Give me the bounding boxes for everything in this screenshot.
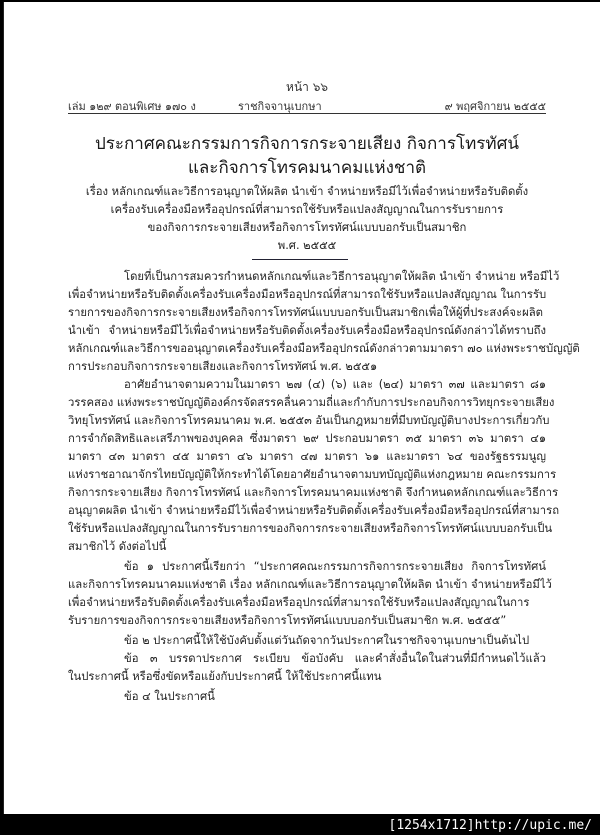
body-line: แห่งราชอาณาจักรไทยบัญญัติให้กระทำได้โดยอาศัยอำนาจตามบทบัญญัติแห่งกฎหมาย คณะกรรมการ: [68, 468, 557, 481]
body-line: อนุญาตผลิต นำเข้า จำหน่ายหรือมีไว้เพื่อจำหน่ายหรือรับติดตั้งเครื่องรับเครื่องมือหรืออุปกรณ์ที่สามารถ: [68, 504, 560, 517]
title-divider: [252, 259, 348, 260]
title-line-2: และกิจการโทรคมนาคมแห่งชาติ: [187, 158, 427, 178]
clause-4: ข้อ ๔ ในประกาศนี้: [124, 690, 215, 703]
body-line: ใช้รับหรือแปลงสัญญาณในการรับรายการของกิจการกระจายเสียงหรือกิจการโทรทัศน์แบบบอกรับเป็น: [68, 522, 553, 535]
volume-issue: เล่ม ๑๒๙ ตอนพิเศษ ๑๗๐ ง: [68, 100, 196, 113]
body-line: หลักเกณฑ์และวิธีการขออนุญาตเครื่องรับเครื่องมือหรืออุปกรณ์ดังกล่าวตามมาตรา ๗๐ แห่งพระราชบัญญัติ: [68, 342, 580, 355]
body-line: อาศัยอำนาจตามความในมาตรา ๒๗ (๔) (๖) และ (๒๔) มาตรา ๓๗ และมาตรา ๘๑: [124, 378, 546, 391]
body-line: การจำกัดสิทธิและเสรีภาพของบุคคล ซึ่งมาตรา ๒๙ ประกอบมาตรา ๓๕ มาตรา ๓๖ มาตรา ๔๑: [68, 432, 546, 445]
body-line: กิจการกระจายเสียง กิจการโทรทัศน์ และกิจการโทรคมนาคมแห่งชาติ จึงกำหนดหลักเกณฑ์และวิธีการ: [68, 486, 559, 499]
subject-line-1: เรื่อง หลักเกณฑ์และวิธีการอนุญาตให้ผลิต นำเข้า จำหน่ายหรือมีไว้เพื่อจำหน่ายหรือรับติดตั้ง: [85, 185, 529, 198]
body-line: เพื่อจำหน่ายหรือรับติดตั้งเครื่องรับเครื่องมือหรืออุปกรณ์ที่สามารถใช้รับหรือแปลงสัญญาณในการ: [68, 596, 530, 609]
document-page: [3, 2, 600, 814]
subject-line-2: เครื่องรับเครื่องมือหรืออุปกรณ์ที่สามารถใช้รับหรือแปลงสัญญาณในการรับรายการ: [110, 203, 504, 216]
body-line: วิทยุโทรทัศน์ และกิจการโทรคมนาคม พ.ศ. ๒๕๕๓ อันเป็นกฎหมายที่มีบทบัญญัติบางประการเกี่ยวกับ: [68, 414, 550, 427]
body-line: ในประกาศนี้ หรือซึ่งขัดหรือแย้งกับประกาศนี้ ให้ใช้ประกาศนี้แทน: [68, 670, 382, 683]
clause-3: ข้อ ๓ บรรดาประกาศ ระเบียบ ข้อบังคับ และคำสั่งอื่นใดในส่วนที่มีกำหนดไว้แล้ว: [124, 652, 546, 665]
subject-line-3: ของกิจการกระจายเสียงหรือกิจการโทรทัศน์แบบบอกรับเป็นสมาชิก: [147, 221, 467, 234]
page-number: หน้า ๖๖: [286, 80, 328, 94]
title-line-1: ประกาศคณะกรรมการกิจการกระจายเสียง กิจการโทรทัศน์: [94, 134, 520, 154]
body-line: เพื่อจำหน่ายหรือรับติดตั้งเครื่องรับเครื่องมือหรืออุปกรณ์ที่สามารถใช้รับหรือแปลงสัญญาณ ในการรับ: [68, 288, 547, 301]
body-line: มาตรา ๔๓ มาตรา ๔๕ มาตรา ๔๖ มาตรา ๔๗ มาตรา ๖๑ และมาตรา ๖๔ ของรัฐธรรมนูญ: [68, 450, 546, 463]
body-line: การประกอบกิจการกระจายเสียงและกิจการโทรทัศน์ พ.ศ. ๒๕๕๑: [68, 360, 378, 373]
body-line: นำเข้า จำหน่ายหรือมีไว้เพื่อจำหน่ายหรือรับติดตั้งเครื่องรับเครื่องมือหรืออุปกรณ์ดังกล่าวได้ทราบถึง: [68, 324, 546, 337]
body-line: สมาชิกไว้ ดังต่อไปนี้: [68, 540, 167, 553]
body-line: รับรายการของกิจการกระจายเสียงหรือกิจการโทรทัศน์แบบบอกรับเป็นสมาชิก พ.ศ. ๒๕๕๕”: [68, 614, 507, 627]
clause-1: ข้อ ๑ ประกาศนี้เรียกว่า “ประกาศคณะกรรมการกิจการกระจายเสียง กิจการโทรทัศน์: [124, 560, 546, 573]
clause-2: ข้อ ๒ ประกาศนี้ให้ใช้บังคับตั้งแต่วันถัดจากวันประกาศในราชกิจจานุเบกษาเป็นต้นไป: [124, 634, 530, 647]
body-line: โดยที่เป็นการสมควรกำหนดหลักเกณฑ์และวิธีการอนุญาตให้ผลิต นำเข้า จำหน่าย หรือมีไว้: [124, 270, 560, 283]
subject-year: พ.ศ. ๒๕๕๕: [277, 239, 337, 252]
gazette-header: [68, 95, 546, 114]
body-line: และกิจการโทรคมนาคมแห่งชาติ เรื่อง หลักเกณฑ์และวิธีการอนุญาตให้ผลิต นำเข้า จำหน่ายหรือมีไว้: [68, 578, 552, 591]
publication-name: ราชกิจจานุเบกษา: [238, 100, 322, 113]
body-line: รายการของกิจการกระจายเสียงหรือกิจการโทรทัศน์แบบบอกรับเป็นสมาชิกเพื่อให้ผู้ที่ประสงค์จะผลิต: [68, 306, 543, 319]
image-watermark: [1254x1712]http://upic.me/: [388, 818, 592, 833]
body-line: วรรคสอง แห่งพระราชบัญญัติองค์กรจัดสรรคลื่นความถี่และกำกับการประกอบกิจการวิทยุกระจายเสียง: [68, 396, 555, 409]
publication-date: ๙ พฤศจิกายน ๒๕๕๕: [444, 100, 546, 113]
